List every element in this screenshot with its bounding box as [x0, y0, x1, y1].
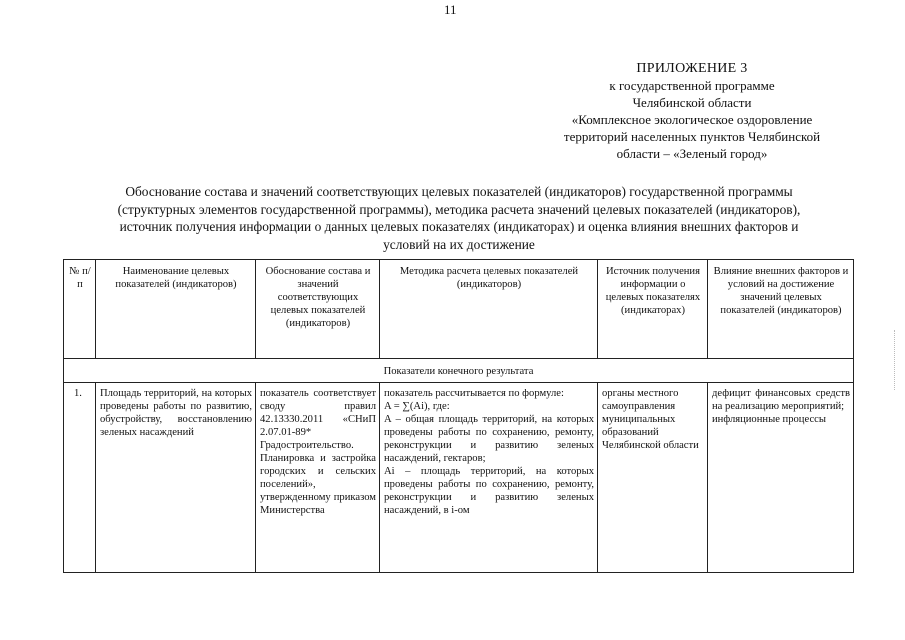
- cell-source: органы местного самоуправления муниципальных образований Челябинской области: [598, 383, 708, 573]
- header-cell-influence: Влияние внешних факторов и условий на достижение значений целевых показателей (индикаторов): [708, 260, 854, 359]
- cell-justification: [256, 383, 380, 573]
- appendix-line: к государственной программе: [609, 78, 775, 93]
- appendix-line: территорий населенных пунктов Челябинской: [563, 129, 821, 144]
- header-cell-number: № п/п: [64, 260, 96, 359]
- header-cell-source: Источник получения информации о целевых показателях (индикаторах): [598, 260, 708, 359]
- cell-indicator-name: Площадь территорий, на которых проведены работы по развитию, обустройству, восстановлению зеленых насаждений: [96, 383, 256, 573]
- method-line: A – общая площадь территорий, на которых проведены работы по сохранению, ремонту, реконструкции и развитию зеленых насаждений, гектаров;: [384, 414, 594, 464]
- influence-line: инфляционные процессы: [712, 414, 826, 425]
- document-title: [62, 183, 856, 253]
- section-row: [64, 359, 854, 383]
- title-line: Обоснование состава и значений соответствующих целевых показателей (индикаторов) государственной программы: [125, 184, 793, 199]
- page-number: 11: [444, 2, 457, 17]
- cell-method: [380, 383, 598, 573]
- table-row: [64, 383, 854, 573]
- table-header-row: [64, 260, 854, 359]
- title-line: условий на их достижение: [383, 236, 535, 252]
- method-formula: A = ∑(Ai), где:: [384, 401, 450, 412]
- header-cell-justification: Обоснование состава и значений соответствующих целевых показателей (индикаторов): [256, 260, 380, 359]
- section-title: Показатели конечного результата: [64, 359, 854, 383]
- justification-text: показатель соответствует своду правил 42.13330.2011 «СНиП 2.07.01-89* Градостроительство. Планировка и застройка городских и сельских поселений», утвержденному приказом Министерства: [260, 388, 376, 516]
- cell-influence: [708, 383, 854, 573]
- appendix-line: области – «Зеленый город»: [616, 146, 768, 161]
- appendix-block: [532, 60, 852, 162]
- indicators-table: [63, 259, 854, 573]
- header-cell-name: Наименование целевых показателей (индикаторов): [96, 260, 256, 359]
- scan-edge-mark: [894, 330, 897, 390]
- title-line: источник получения информации о данных целевых показателях (индикаторах) и оценка влияния внешних факторов и: [119, 219, 799, 234]
- influence-line: дефицит финансовых средств на реализацию мероприятий;: [712, 388, 850, 412]
- method-line: Ai – площадь территорий, на которых проведены работы по сохранению, ремонту, реконструкции и развитию зеленых насаждений, в i-ом: [384, 466, 594, 516]
- method-line: показатель рассчитывается по формуле:: [384, 388, 564, 399]
- appendix-heading: ПРИЛОЖЕНИЕ 3: [636, 61, 748, 76]
- appendix-line: «Комплексное экологическое оздоровление: [571, 112, 813, 127]
- title-line: (структурных элементов государственной программы), методика расчета значений целевых показателей (индикаторов),: [117, 201, 801, 217]
- header-cell-method: Методика расчета целевых показателей (индикаторов): [380, 260, 598, 359]
- cell-number: 1.: [64, 383, 96, 573]
- appendix-line: Челябинской области: [632, 95, 752, 110]
